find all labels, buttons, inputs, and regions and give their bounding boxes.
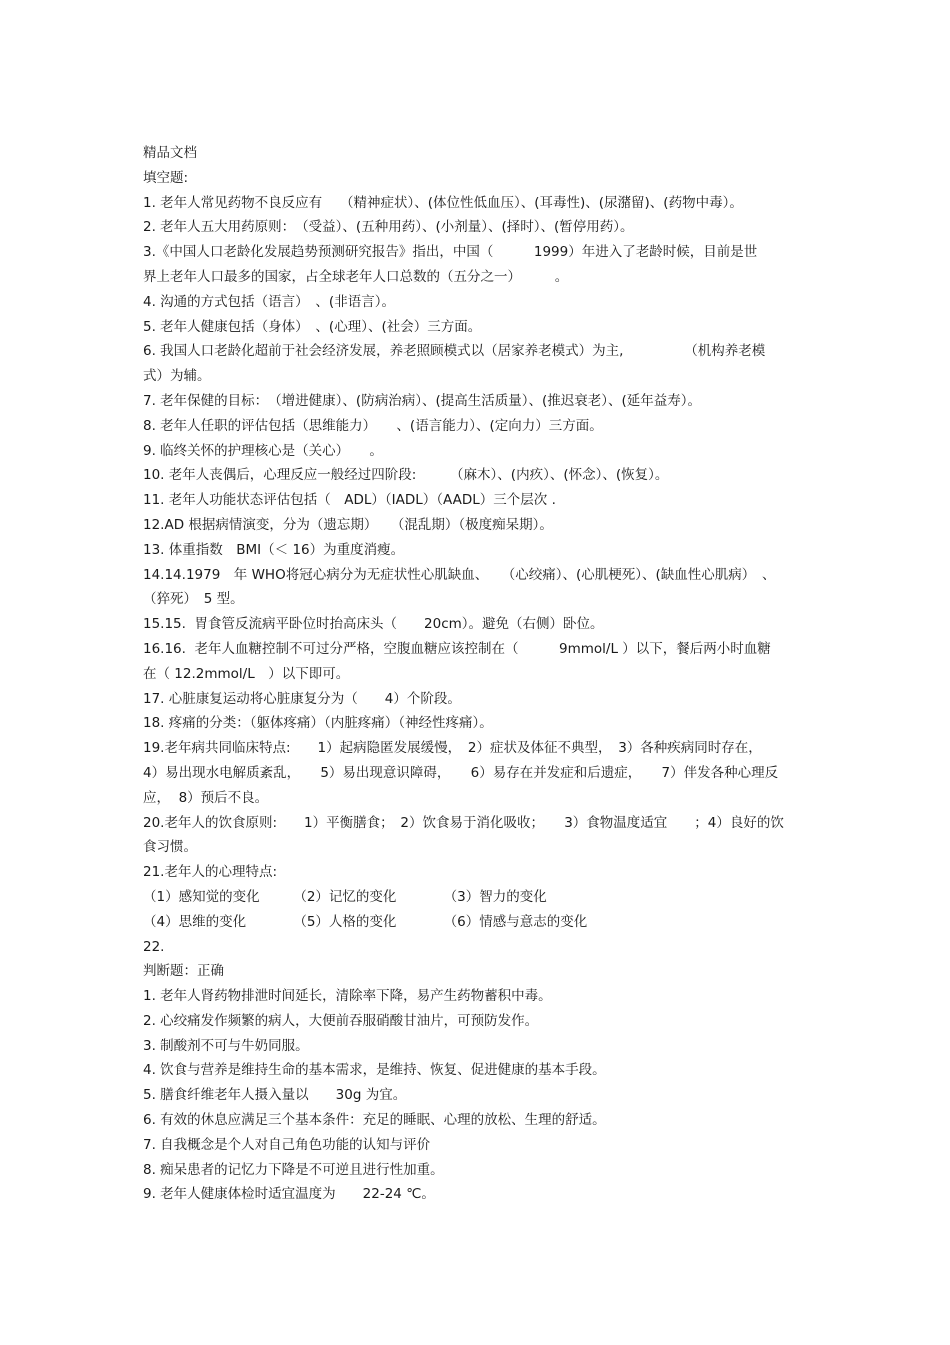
fill-in-question-line: 界上老年人口最多的国家，占全球老年人口总数的（五分之一） 。 [143, 268, 569, 285]
fill-in-question-line: 15.15. 胃食管反流病平卧位时抬高床头（ 20cm）。避免（右侧）卧位。 [143, 616, 604, 633]
fill-in-question-line: （猝死） 5 型。 [143, 591, 244, 608]
fill-in-question-line: 4. 沟通的方式包括（语言） 、(非语言）。 [143, 293, 395, 310]
fill-in-question-line: （4）思维的变化 （5）人格的变化 （6）情感与意志的变化 [143, 913, 588, 930]
fill-in-question-line: 3.《中国人口老龄化发展趋势预测研究报告》指出，中国（ 1999）年进入了老龄时候，目前是世 [143, 244, 758, 261]
fill-in-question-line: 4）易出现水电解质紊乱， 5）易出现意识障碍， 6）易存在并发症和后遗症， 7）伴发各种心理反 [143, 764, 779, 781]
fill-in-question-line: 式）为辅。 [143, 368, 211, 385]
fill-in-question-line: 7. 老年保健的目标： （增进健康）、(防病治病）、(提高生活质量）、(推迟衰老）、(延年益寿）。 [143, 392, 701, 409]
fill-in-question-line: 11. 老年人功能状态评估包括（ ADL）（IADL）（AADL）三个层次 . [143, 492, 556, 509]
fill-in-question-line: 17. 心脏康复运动将心脏康复分为（ 4）个阶段。 [143, 690, 461, 707]
fill-in-question-line: 14.14.1979 年 WHO将冠心病分为无症状性心肌缺血、 （心绞痛）、(心肌梗死）、(缺血性心肌病） 、 [143, 566, 776, 583]
fill-in-question-line: 21.老年人的心理特点: [143, 864, 278, 881]
judge-question-line: 5. 膳食纤维老年人摄入量以 30g 为宜。 [143, 1087, 407, 1104]
fill-in-question-list [143, 191, 823, 960]
judge-question-line: 3. 制酸剂不可与牛奶同服。 [143, 1037, 309, 1054]
judge-question-line: 4. 饮食与营养是维持生命的基本需求，是维持、恢复、促进健康的基本手段。 [143, 1062, 606, 1079]
document-header: 精品文档 [143, 145, 197, 161]
fill-in-question-line: 2. 老年人五大用药原则： （受益）、(五种用药）、(小剂量）、(择时）、(暂停用药）。 [143, 219, 634, 236]
fill-in-question-line: 在（ 12.2mmol/L ）以下即可。 [143, 665, 350, 682]
judge-question-line: 7. 自我概念是个人对自己角色功能的认知与评价 [143, 1136, 431, 1153]
judge-section-title: 判断题：正确 [143, 963, 224, 980]
fill-in-question-line: 12.AD 根据病情演变，分为（遗忘期） （混乱期）（极度痴呆期）。 [143, 516, 553, 533]
fill-in-question-line: 9. 临终关怀的护理核心是（关心） 。 [143, 442, 383, 459]
fill-in-question-line: （1）感知觉的变化 （2）记忆的变化 （3）智力的变化 [143, 888, 547, 905]
fill-in-question-line: 16.16. 老年人血糖控制不可过分严格，空腹血糖应该控制在（ 9mmol/L ）以下，餐后两小时血糖 [143, 640, 771, 657]
fill-in-question-line: 8. 老年人任职的评估包括（思维能力） 、(语言能力）、(定向力）三方面。 [143, 417, 603, 434]
judge-question-line: 1. 老年人肾药物排泄时间延长，清除率下降，易产生药物蓄积中毒。 [143, 988, 552, 1005]
judge-question-line: 9. 老年人健康体检时适宜温度为 22-24 ℃。 [143, 1186, 435, 1203]
fill-in-question-line: 22. [143, 938, 165, 955]
judge-question-line: 8. 痴呆患者的记忆力下降是不可逆且进行性加重。 [143, 1161, 444, 1178]
fill-in-question-line: 13. 体重指数 BMI（＜ 16）为重度消瘦。 [143, 541, 405, 558]
fill-in-question-line: 5. 老年人健康包括（身体） 、(心理）、(社会）三方面。 [143, 318, 482, 335]
fill-in-question-line: 1. 老年人常见药物不良反应有 （精神症状）、(体位性低血压）、(耳毒性)、(尿潴留)、(药物中毒）。 [143, 194, 743, 211]
fill-in-question-line: 20.老年人的饮食原则: 1）平衡膳食； 2）饮食易于消化吸收； 3）食物温度适宜 ；4）良好的饮 [143, 814, 784, 831]
fill-in-question-line: 6. 我国人口老龄化超前于社会经济发展，养老照顾模式以（居家养老模式）为主, （机构养老模 [143, 343, 766, 360]
fill-in-question-line: 10. 老年人丧偶后，心理反应一般经过四阶段: （麻木）、(内疚）、(怀念）、(恢复）。 [143, 467, 669, 484]
judge-question-list [143, 984, 823, 1207]
judge-question-line: 6. 有效的休息应满足三个基本条件：充足的睡眠、心理的放松、生理的舒适。 [143, 1112, 606, 1129]
fill-in-question-line: 应， 8）预后不良。 [143, 789, 269, 806]
document-body [143, 141, 823, 1207]
fill-in-question-line: 18. 疼痛的分类：（躯体疼痛）（内脏疼痛）（神经性疼痛）。 [143, 715, 493, 732]
fill-in-section-title: 填空题: [143, 169, 189, 186]
fill-in-question-line: 19.老年病共同临床特点: 1）起病隐匿发展缓慢， 2）症状及体征不典型， 3）各种疾病同时存在， [143, 740, 762, 757]
fill-in-question-line: 食习惯。 [143, 839, 197, 856]
judge-question-line: 2. 心绞痛发作频繁的病人，大便前吞服硝酸甘油片，可预防发作。 [143, 1012, 539, 1029]
